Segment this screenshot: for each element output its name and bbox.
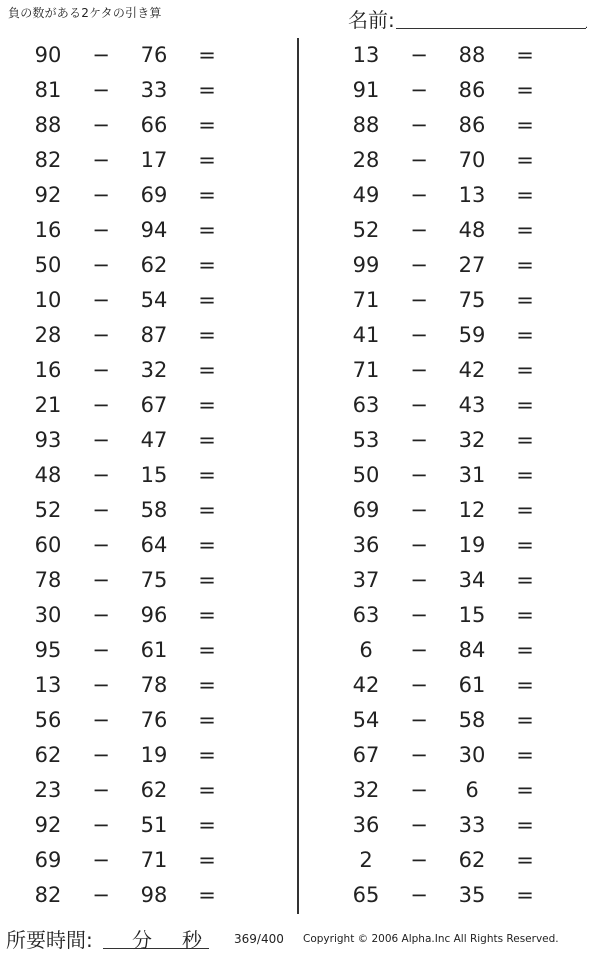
problem-row — [0, 458, 290, 493]
equals-sign: = — [516, 393, 534, 417]
minus-sign: − — [410, 883, 428, 907]
second-operand: 19 — [458, 533, 486, 557]
first-operand: 93 — [34, 428, 62, 452]
minus-sign: − — [410, 813, 428, 837]
minus-sign: − — [410, 323, 428, 347]
minus-sign: − — [410, 848, 428, 872]
second-operand: 86 — [458, 78, 486, 102]
left-problem-column — [0, 38, 290, 913]
problem-row — [318, 668, 600, 703]
problem-row — [0, 773, 290, 808]
equals-sign: = — [198, 253, 216, 277]
second-operand: 61 — [140, 638, 168, 662]
first-operand: 23 — [34, 778, 62, 802]
seconds-label: 秒 — [182, 928, 202, 952]
first-operand: 91 — [352, 78, 380, 102]
first-operand: 69 — [352, 498, 380, 522]
problem-row — [318, 808, 600, 843]
problem-row — [0, 563, 290, 598]
problem-row — [318, 318, 600, 353]
first-operand: 16 — [34, 358, 62, 382]
second-operand: 32 — [458, 428, 486, 452]
equals-sign: = — [198, 43, 216, 67]
minus-sign: − — [410, 393, 428, 417]
problem-row — [0, 598, 290, 633]
equals-sign: = — [198, 533, 216, 557]
minus-sign: − — [92, 253, 110, 277]
second-operand: 48 — [458, 218, 486, 242]
equals-sign: = — [198, 743, 216, 767]
second-operand: 96 — [140, 603, 168, 627]
minus-sign: − — [92, 43, 110, 67]
second-operand: 86 — [458, 113, 486, 137]
equals-sign: = — [198, 428, 216, 452]
equals-sign: = — [516, 428, 534, 452]
minus-sign: − — [92, 183, 110, 207]
second-operand: 70 — [458, 148, 486, 172]
first-operand: 2 — [359, 848, 373, 872]
minus-sign: − — [410, 43, 428, 67]
second-operand: 69 — [140, 183, 168, 207]
second-operand: 66 — [140, 113, 168, 137]
second-operand: 51 — [140, 813, 168, 837]
second-operand: 87 — [140, 323, 168, 347]
second-operand: 71 — [140, 848, 168, 872]
equals-sign: = — [198, 183, 216, 207]
first-operand: 36 — [352, 533, 380, 557]
equals-sign: = — [516, 463, 534, 487]
name-field[interactable] — [348, 4, 592, 32]
minus-sign: − — [410, 358, 428, 382]
first-operand: 78 — [34, 568, 62, 592]
problem-row — [318, 633, 600, 668]
problem-row — [0, 738, 290, 773]
second-operand: 12 — [458, 498, 486, 522]
problem-row — [318, 738, 600, 773]
equals-sign: = — [516, 323, 534, 347]
second-operand: 13 — [458, 183, 486, 207]
first-operand: 13 — [34, 673, 62, 697]
minus-sign: − — [92, 498, 110, 522]
minus-sign: − — [92, 883, 110, 907]
second-operand: 61 — [458, 673, 486, 697]
first-operand: 28 — [34, 323, 62, 347]
problem-row — [0, 843, 290, 878]
first-operand: 10 — [34, 288, 62, 312]
equals-sign: = — [516, 43, 534, 67]
problem-row — [0, 353, 290, 388]
problem-row — [318, 423, 600, 458]
problem-row — [0, 668, 290, 703]
first-operand: 32 — [352, 778, 380, 802]
problem-row — [318, 108, 600, 143]
first-operand: 88 — [34, 113, 62, 137]
problem-row — [0, 703, 290, 738]
problem-row — [318, 283, 600, 318]
minus-sign: − — [92, 323, 110, 347]
first-operand: 49 — [352, 183, 380, 207]
equals-sign: = — [198, 813, 216, 837]
second-operand: 67 — [140, 393, 168, 417]
equals-sign: = — [198, 708, 216, 732]
problem-row — [318, 353, 600, 388]
second-operand: 64 — [140, 533, 168, 557]
second-operand: 62 — [140, 253, 168, 277]
second-operand: 76 — [140, 43, 168, 67]
first-operand: 92 — [34, 813, 62, 837]
problem-row — [0, 178, 290, 213]
minus-sign: − — [92, 148, 110, 172]
equals-sign: = — [198, 148, 216, 172]
equals-sign: = — [198, 673, 216, 697]
minus-sign: − — [410, 708, 428, 732]
problem-row — [0, 633, 290, 668]
second-operand: 59 — [458, 323, 486, 347]
second-operand: 32 — [140, 358, 168, 382]
problem-row — [318, 598, 600, 633]
problem-row — [318, 213, 600, 248]
minus-sign: − — [410, 638, 428, 662]
minus-sign: − — [92, 813, 110, 837]
problem-row — [318, 843, 600, 878]
minus-sign: − — [410, 183, 428, 207]
first-operand: 65 — [352, 883, 380, 907]
first-operand: 6 — [359, 638, 373, 662]
right-problem-column — [318, 38, 600, 913]
equals-sign: = — [516, 533, 534, 557]
second-operand: 88 — [458, 43, 486, 67]
second-operand: 98 — [140, 883, 168, 907]
first-operand: 50 — [34, 253, 62, 277]
equals-sign: = — [516, 638, 534, 662]
minus-sign: − — [410, 778, 428, 802]
second-operand: 19 — [140, 743, 168, 767]
second-operand: 75 — [140, 568, 168, 592]
minus-sign: − — [92, 708, 110, 732]
equals-sign: = — [516, 358, 534, 382]
first-operand: 13 — [352, 43, 380, 67]
first-operand: 28 — [352, 148, 380, 172]
minus-sign: − — [92, 568, 110, 592]
minus-sign: − — [410, 148, 428, 172]
second-operand: 43 — [458, 393, 486, 417]
minus-sign: − — [410, 673, 428, 697]
problem-row — [0, 528, 290, 563]
equals-sign: = — [198, 638, 216, 662]
problem-row — [318, 563, 600, 598]
equals-sign: = — [516, 778, 534, 802]
problem-row — [318, 878, 600, 913]
minus-sign: − — [410, 533, 428, 557]
minus-sign: − — [410, 288, 428, 312]
second-operand: 30 — [458, 743, 486, 767]
minus-sign: − — [410, 253, 428, 277]
minus-sign: − — [410, 498, 428, 522]
problem-row — [0, 808, 290, 843]
equals-sign: = — [516, 78, 534, 102]
second-operand: 27 — [458, 253, 486, 277]
minutes-label: 分 — [132, 928, 152, 952]
equals-sign: = — [516, 673, 534, 697]
second-operand: 75 — [458, 288, 486, 312]
equals-sign: = — [516, 148, 534, 172]
first-operand: 37 — [352, 568, 380, 592]
equals-sign: = — [198, 393, 216, 417]
first-operand: 36 — [352, 813, 380, 837]
second-operand: 17 — [140, 148, 168, 172]
equals-sign: = — [516, 603, 534, 627]
first-operand: 63 — [352, 393, 380, 417]
second-operand: 42 — [458, 358, 486, 382]
problem-row — [318, 528, 600, 563]
problem-row — [318, 38, 600, 73]
second-operand: 62 — [458, 848, 486, 872]
minus-sign: − — [92, 428, 110, 452]
equals-sign: = — [198, 778, 216, 802]
equals-sign: = — [516, 218, 534, 242]
first-operand: 48 — [34, 463, 62, 487]
problem-row — [318, 773, 600, 808]
first-operand: 50 — [352, 463, 380, 487]
second-operand: 62 — [140, 778, 168, 802]
equals-sign: = — [198, 568, 216, 592]
minus-sign: − — [410, 743, 428, 767]
page-number: 369/400 — [234, 932, 284, 946]
equals-sign: = — [516, 743, 534, 767]
second-operand: 58 — [458, 708, 486, 732]
time-required-label: 所要時間: — [6, 928, 93, 952]
minus-sign: − — [410, 428, 428, 452]
equals-sign: = — [198, 218, 216, 242]
problem-row — [0, 878, 290, 913]
problem-row — [0, 283, 290, 318]
first-operand: 81 — [34, 78, 62, 102]
second-operand: 6 — [465, 778, 479, 802]
problem-row — [0, 213, 290, 248]
minus-sign: − — [92, 113, 110, 137]
first-operand: 90 — [34, 43, 62, 67]
equals-sign: = — [198, 113, 216, 137]
problem-row — [0, 108, 290, 143]
minus-sign: − — [410, 463, 428, 487]
equals-sign: = — [516, 498, 534, 522]
second-operand: 47 — [140, 428, 168, 452]
equals-sign: = — [516, 708, 534, 732]
column-divider — [297, 38, 299, 914]
equals-sign: = — [198, 288, 216, 312]
problem-row — [0, 388, 290, 423]
first-operand: 71 — [352, 358, 380, 382]
second-operand: 54 — [140, 288, 168, 312]
first-operand: 30 — [34, 603, 62, 627]
equals-sign: = — [198, 78, 216, 102]
equals-sign: = — [516, 183, 534, 207]
equals-sign: = — [516, 813, 534, 837]
minus-sign: − — [92, 533, 110, 557]
first-operand: 69 — [34, 848, 62, 872]
minus-sign: − — [92, 778, 110, 802]
problem-row — [318, 458, 600, 493]
equals-sign: = — [198, 358, 216, 382]
second-operand: 78 — [140, 673, 168, 697]
second-operand: 94 — [140, 218, 168, 242]
minus-sign: − — [92, 638, 110, 662]
problem-row — [318, 178, 600, 213]
first-operand: 53 — [352, 428, 380, 452]
minus-sign: − — [92, 848, 110, 872]
minus-sign: − — [92, 673, 110, 697]
first-operand: 52 — [34, 498, 62, 522]
minus-sign: − — [92, 288, 110, 312]
minus-sign: − — [92, 393, 110, 417]
second-operand: 84 — [458, 638, 486, 662]
second-operand: 33 — [458, 813, 486, 837]
first-operand: 54 — [352, 708, 380, 732]
equals-sign: = — [516, 253, 534, 277]
problem-row — [0, 73, 290, 108]
minus-sign: − — [92, 743, 110, 767]
equals-sign: = — [198, 498, 216, 522]
second-operand: 58 — [140, 498, 168, 522]
minus-sign: − — [92, 218, 110, 242]
worksheet-title: 負の数がある2ケタの引き算 — [8, 6, 162, 20]
first-operand: 71 — [352, 288, 380, 312]
problem-row — [318, 493, 600, 528]
equals-sign: = — [516, 113, 534, 137]
first-operand: 52 — [352, 218, 380, 242]
problem-row — [0, 493, 290, 528]
minus-sign: − — [410, 603, 428, 627]
second-operand: 76 — [140, 708, 168, 732]
problem-row — [318, 248, 600, 283]
equals-sign: = — [516, 288, 534, 312]
first-operand: 92 — [34, 183, 62, 207]
equals-sign: = — [198, 603, 216, 627]
first-operand: 42 — [352, 673, 380, 697]
first-operand: 99 — [352, 253, 380, 277]
second-operand: 33 — [140, 78, 168, 102]
second-operand: 31 — [458, 463, 486, 487]
first-operand: 95 — [34, 638, 62, 662]
equals-sign: = — [198, 323, 216, 347]
minus-sign: − — [92, 463, 110, 487]
problem-row — [0, 423, 290, 458]
equals-sign: = — [516, 848, 534, 872]
first-operand: 63 — [352, 603, 380, 627]
first-operand: 88 — [352, 113, 380, 137]
minus-sign: − — [410, 113, 428, 137]
minus-sign: − — [92, 603, 110, 627]
problem-row — [318, 388, 600, 423]
first-operand: 60 — [34, 533, 62, 557]
minus-sign: − — [92, 358, 110, 382]
minus-sign: − — [410, 218, 428, 242]
copyright-notice: Copyright © 2006 Alpha.Inc All Rights Reserved. — [303, 933, 559, 945]
problem-row — [318, 73, 600, 108]
second-operand: 34 — [458, 568, 486, 592]
minus-sign: − — [410, 568, 428, 592]
problem-row — [0, 248, 290, 283]
problem-row — [0, 318, 290, 353]
second-operand: 15 — [458, 603, 486, 627]
minus-sign: − — [92, 78, 110, 102]
name-line-end: . — [584, 20, 588, 31]
equals-sign: = — [516, 568, 534, 592]
second-operand: 35 — [458, 883, 486, 907]
equals-sign: = — [516, 883, 534, 907]
equals-sign: = — [198, 848, 216, 872]
name-label: 名前: — [348, 8, 395, 32]
first-operand: 62 — [34, 743, 62, 767]
first-operand: 41 — [352, 323, 380, 347]
first-operand: 56 — [34, 708, 62, 732]
first-operand: 82 — [34, 883, 62, 907]
second-operand: 15 — [140, 463, 168, 487]
problem-row — [318, 143, 600, 178]
name-underline — [396, 28, 586, 29]
problem-row — [0, 38, 290, 73]
first-operand: 21 — [34, 393, 62, 417]
minus-sign: − — [410, 78, 428, 102]
equals-sign: = — [198, 883, 216, 907]
equals-sign: = — [198, 463, 216, 487]
problem-row — [318, 703, 600, 738]
first-operand: 67 — [352, 743, 380, 767]
problem-row — [0, 143, 290, 178]
first-operand: 16 — [34, 218, 62, 242]
first-operand: 82 — [34, 148, 62, 172]
